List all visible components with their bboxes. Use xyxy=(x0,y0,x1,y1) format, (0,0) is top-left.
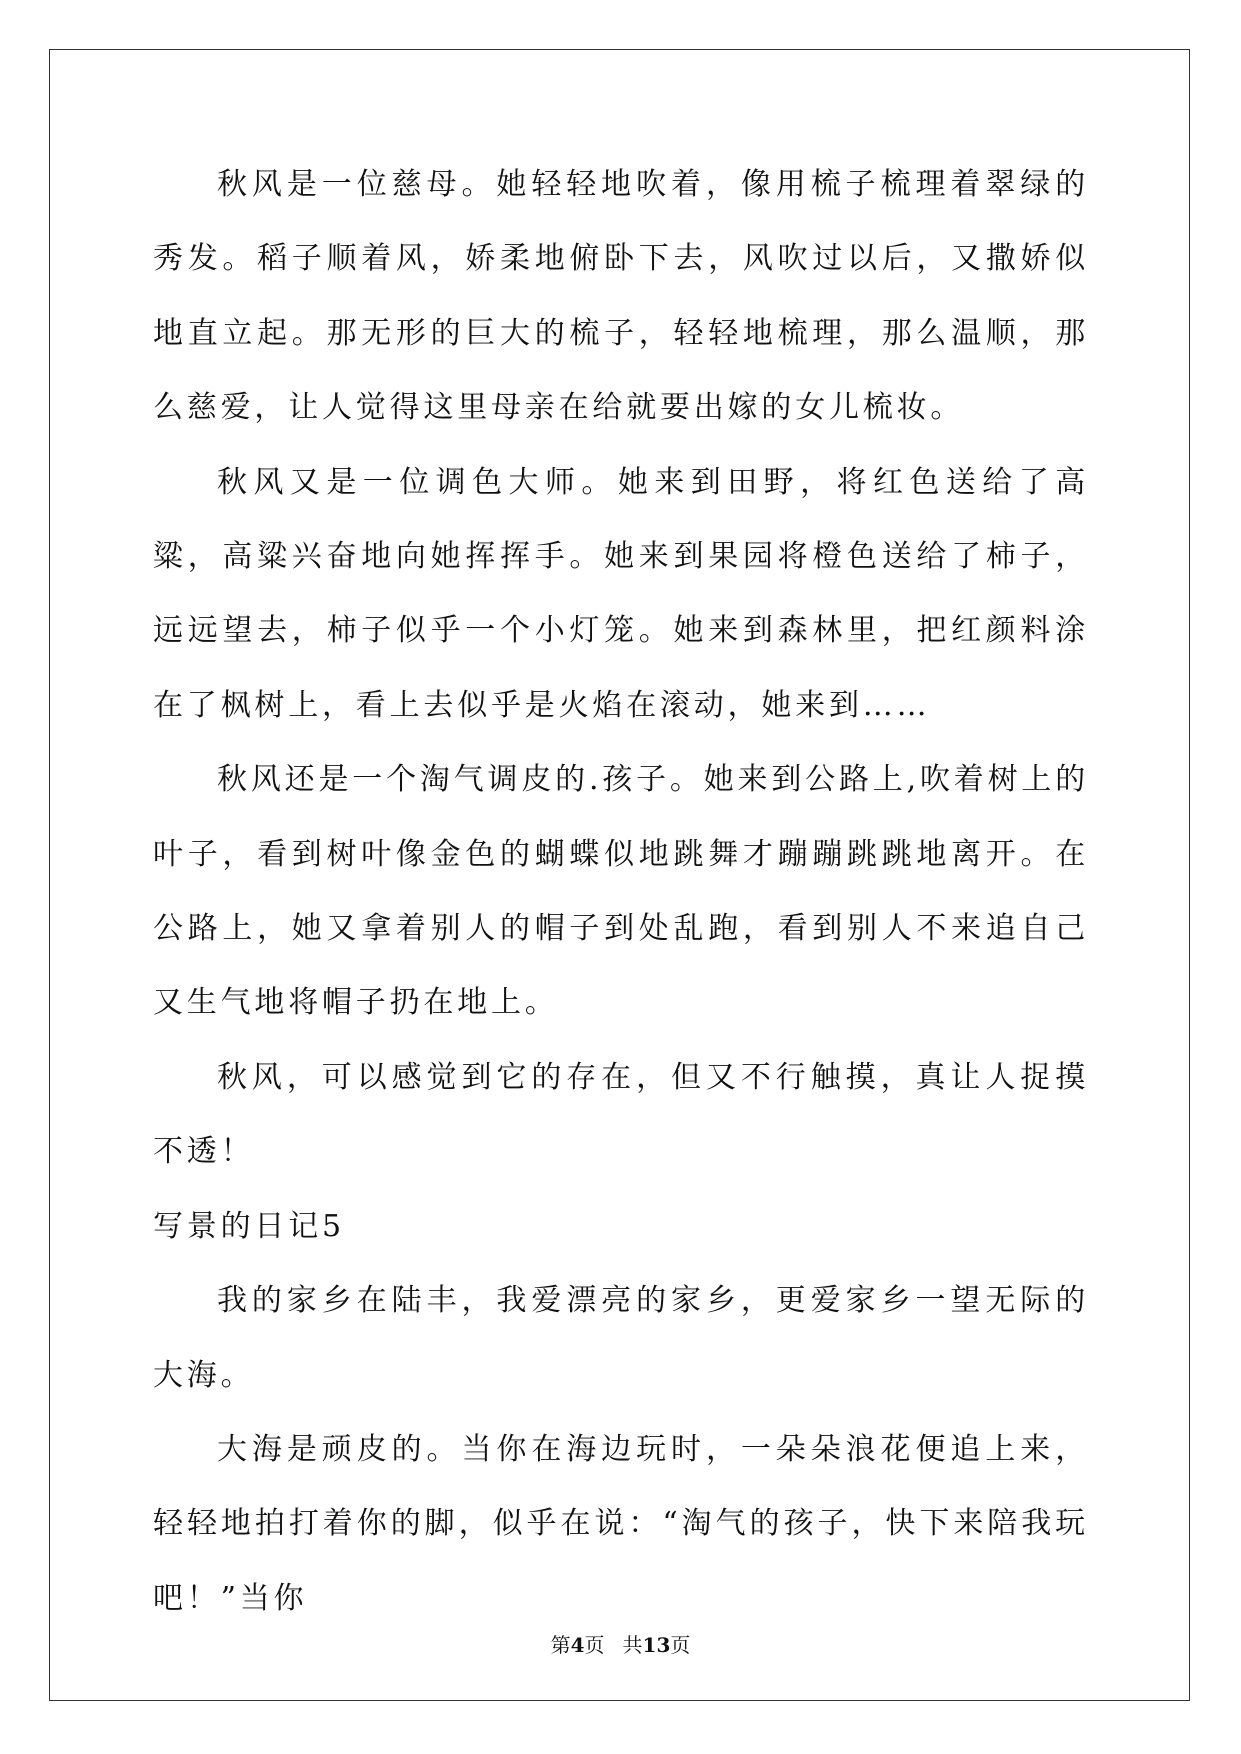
footer-page-current: 4 xyxy=(570,1633,585,1657)
paragraph-hometown: 我的家乡在陆丰，我爱漂亮的家乡，更爱家乡一望无际的大海。 xyxy=(153,1283,1089,1393)
document-body xyxy=(153,148,1089,1636)
footer-page-prefix: 第 xyxy=(550,1633,571,1657)
section-heading: 写景的日记5 xyxy=(153,1208,345,1244)
paragraph-autumn-wind-summary: 秋风，可以感觉到它的存在，但又不行触摸，真让人捉摸不透！ xyxy=(153,1059,1089,1170)
paragraph-naughty-child: 秋风还是一个淘气调皮的.孩子。她来到公路上,吹着树上的叶子，看到树叶像金色的蝴蝶似地跳舞才蹦蹦跳跳地离开。在公路上，她又拿着别人的帽子到处乱跑，看到别人不来追自己又生气地将帽子扔在地上。 xyxy=(153,762,1089,1021)
paragraph-painter: 秋风又是一位调色大师。她来到田野，将红色送给了高粱，高粱兴奋地向她挥挥手。她来到果园将橙色送给了柿子，远远望去，柿子似乎一个小灯笼。她来到森林里，把红颜料涂在了枫树上，看上去似乎是火焰在滚动，她来到…… xyxy=(153,464,1089,723)
paragraph-sea: 大海是顽皮的。当你在海边玩时，一朵朵浪花便追上来，轻轻地拍打着你的脚，似乎在说：“淘气的孩子，快下来陪我玩吧！”当你 xyxy=(153,1431,1089,1616)
footer-page-total: 13 xyxy=(642,1633,671,1657)
footer-total-prefix: 共 xyxy=(622,1633,643,1657)
footer-total-suffix: 页 xyxy=(670,1633,691,1657)
paragraph-mother: 秋风是一位慈母。她轻轻地吹着，像用梳子梳理着翠绿的秀发。稻子顺着风，娇柔地俯卧下去，风吹过以后，又撒娇似地直立起。那无形的巨大的梳子，轻轻地梳理，那么温顺，那么慈爱，让人觉得这里母亲在给就要出嫁的女儿梳妆。 xyxy=(153,167,1089,426)
page-footer xyxy=(0,1633,1241,1657)
footer-page-mid: 页 xyxy=(584,1633,605,1657)
